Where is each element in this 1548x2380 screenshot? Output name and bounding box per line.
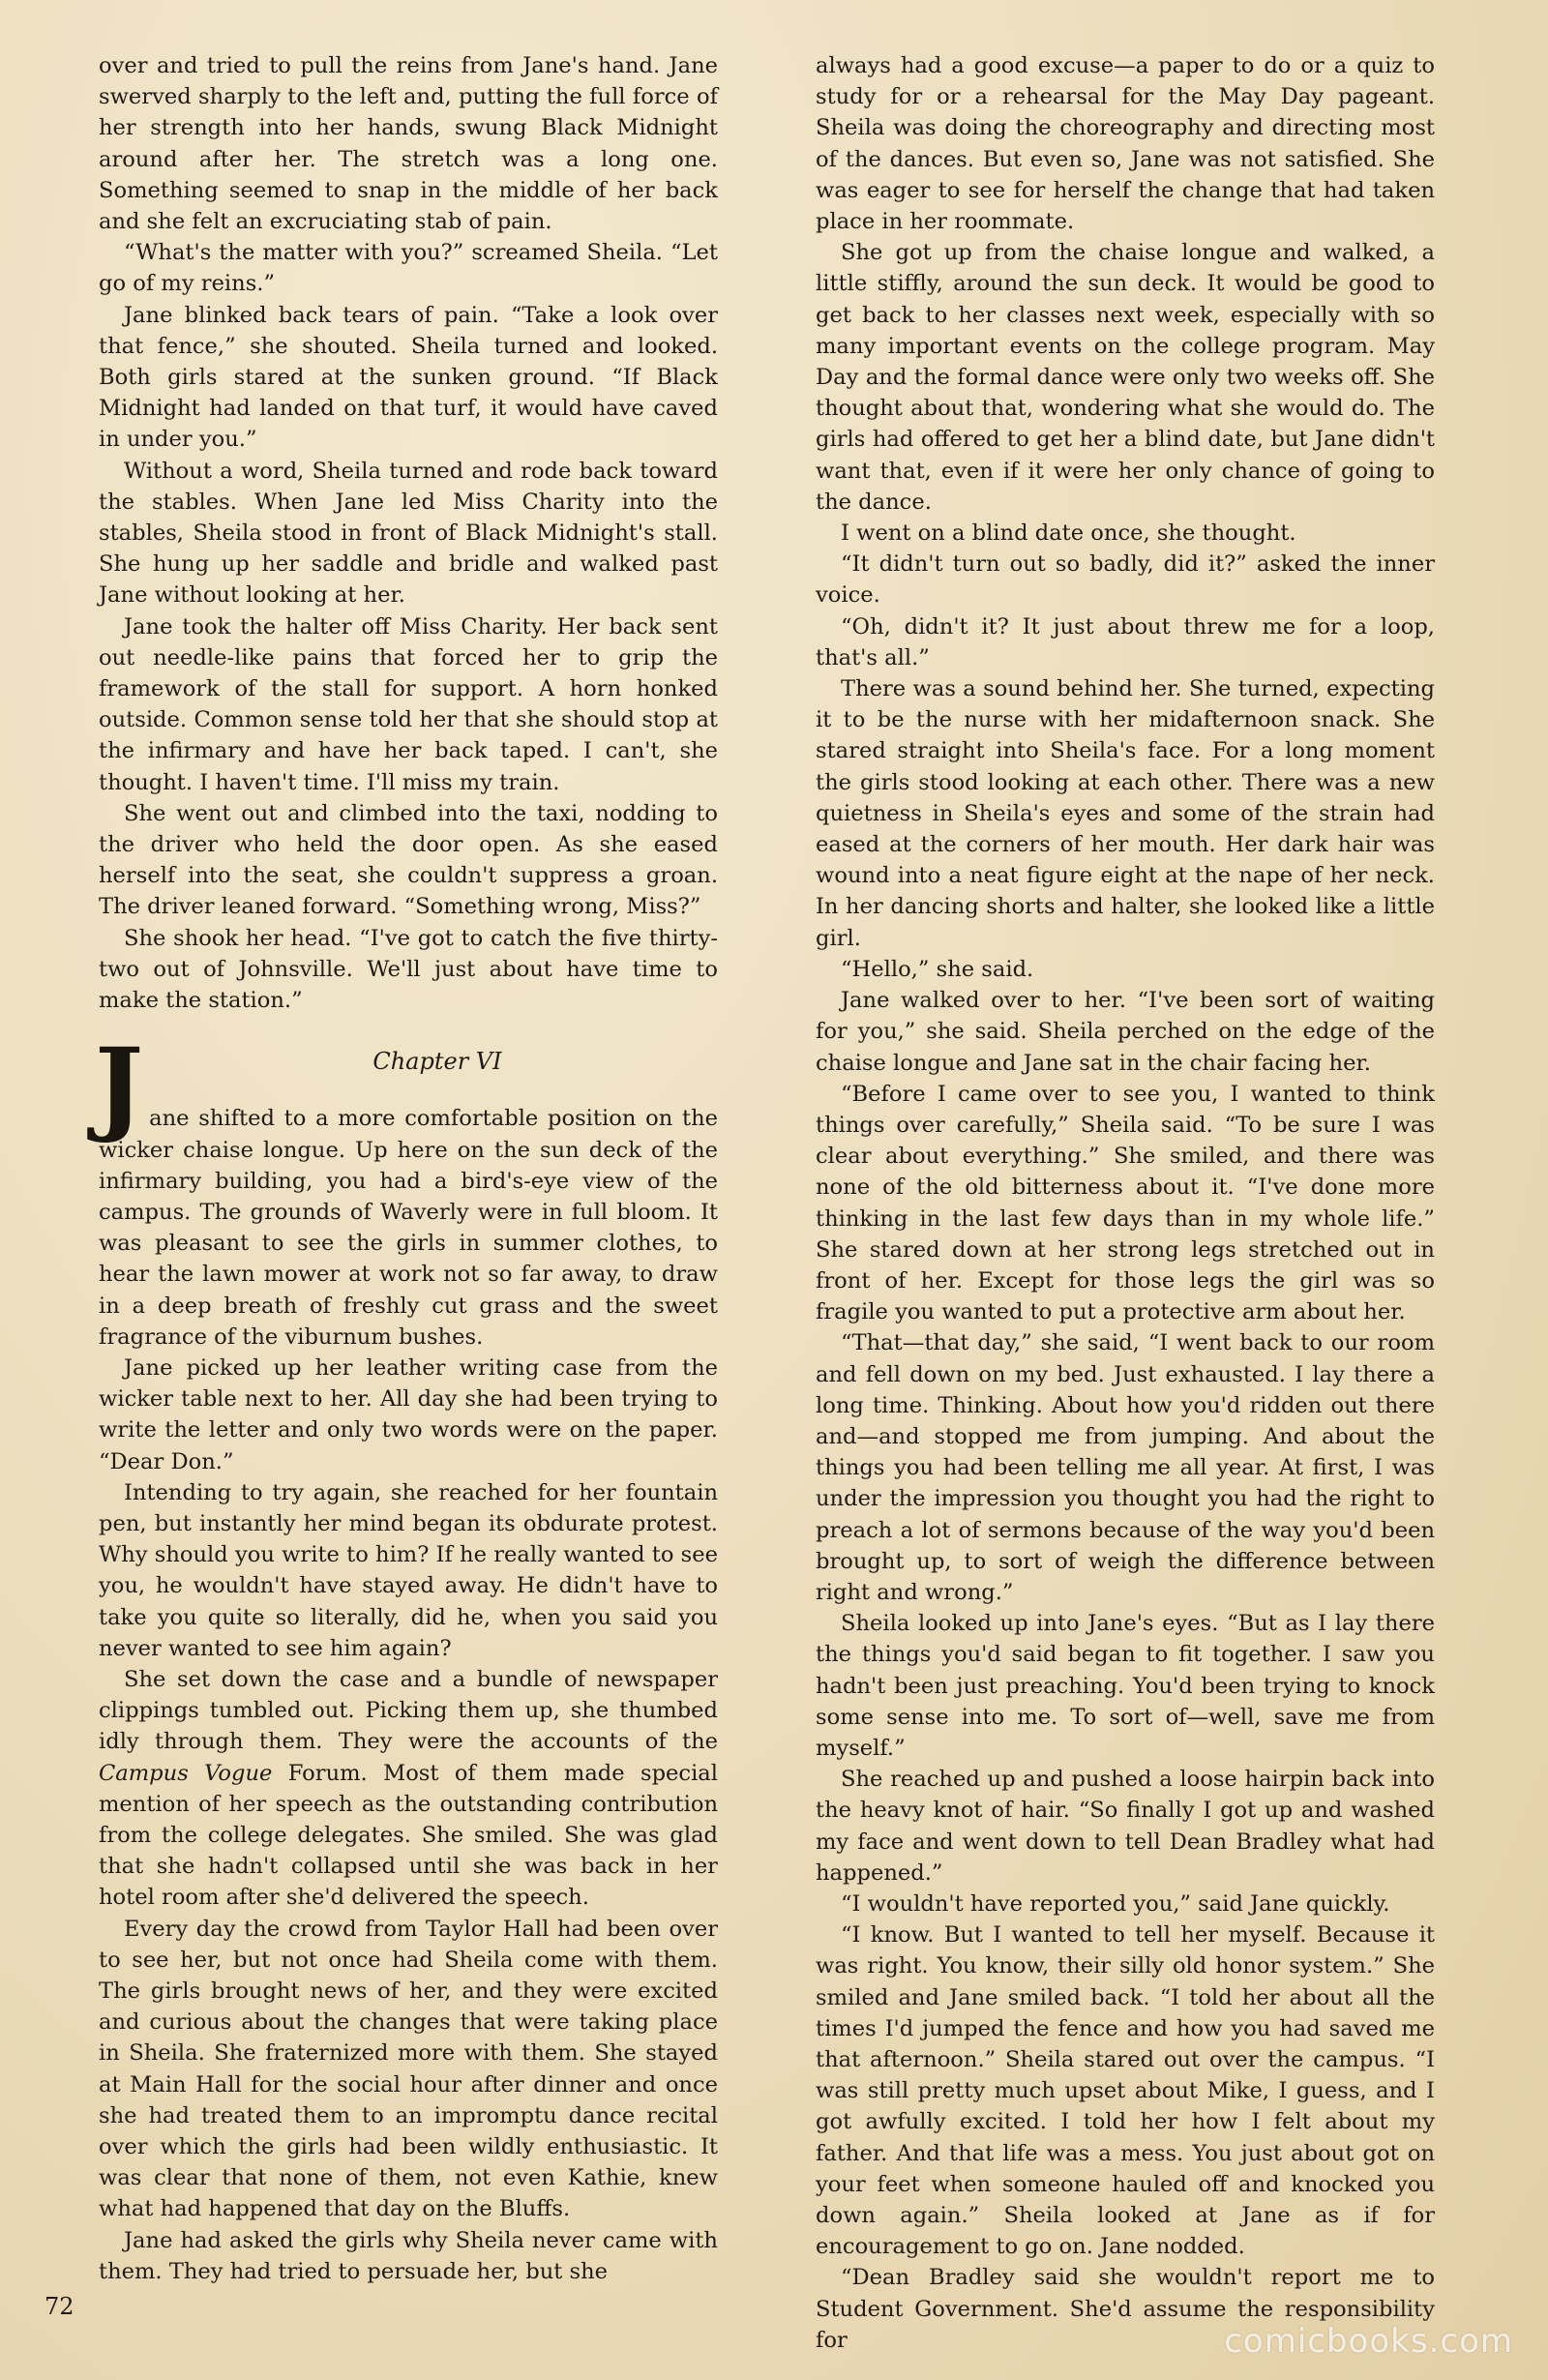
page-number: 72 bbox=[45, 2293, 74, 2320]
paragraph: “I wouldn't have reported you,” said Jane quickly. bbox=[841, 1890, 1390, 1917]
paragraph: She shook her head. “I've got to catch the five thirty-two out of Johnsville. We'll just about have time to make the station.” bbox=[99, 925, 718, 1014]
paragraph: Jane picked up her leather writing case from the wicker table next to her. All day she had been trying to write the letter and only two words were on the paper. “Dear Don.” bbox=[99, 1354, 718, 1474]
left-column bbox=[95, 50, 718, 2287]
paragraph: “What's the matter with you?” screamed Sheila. “Let go of my reins.” bbox=[99, 240, 718, 297]
paragraph: There was a sound behind her. She turned, expecting it to be the nurse with her midafternoon snack. She stared straight into Sheila's face. For a long moment the girls stood looking at each other. There was a new quietness in Sheila's eyes and some of the strain had eased at the corners of her mouth. Her dark hair was wound into a neat figure eight at the nape of her neck. In her dancing shorts and halter, she looked like a little girl. bbox=[816, 676, 1435, 951]
paragraph: always had a good excuse—a paper to do or a quiz to study for or a rehearsal for the May Day pageant. Sheila was doing the choreography and directing most of the dances. But even so, Jane was not satisfied. She was eager to see for herself the change that had taken place in her roommate. bbox=[816, 53, 1435, 235]
paragraph: “It didn't turn out so badly, did it?” asked the inner voice. bbox=[816, 551, 1435, 609]
paragraph bbox=[99, 1664, 718, 1914]
magazine-title: Campus Vogue bbox=[99, 1760, 273, 1786]
paragraph: She reached up and pushed a loose hairpin back into the heavy knot of hair. “So finally I got up and washed my face and went down to tell Dean Bradley what had happened.” bbox=[816, 1767, 1435, 1886]
watermark: comicbooks.com bbox=[1224, 2322, 1513, 2361]
chapter-section bbox=[95, 1025, 718, 1353]
paragraph: “Hello,” she said. bbox=[841, 956, 1034, 982]
paragraph: Every day the crowd from Taylor Hall had been over to see her, but not once had Sheila come with them. The girls brought news of her, and they were excited and curious about the changes that were taking place in Sheila. She fraternized more with them. She stayed at Main Hall for the social hour after dinner and once she had treated them to an impromptu dance recital over which the girls had been wildly enthusiastic. It was clear that none of them, not even Kathie, knew what had happened that day on the Bluffs. bbox=[99, 1916, 718, 2222]
paragraph: Jane blinked back tears of pain. “Take a look over that fence,” she shouted. Sheila turned and looked. Both girls stared at the sunken ground. “If Black Midnight had landed on that turf, it would have caved in under you.” bbox=[99, 302, 718, 453]
paragraph: “Dean Bradley said she wouldn't report me to Student Government. She'd assume the responsibility for bbox=[816, 2265, 1435, 2353]
chapter-first-paragraph: ane shifted to a more comfortable position on the wicker chaise longue. Up here on the sun deck of the infirmary building, you had a bird's-eye view of the campus. The grounds of Waverly were in full bloom. It was pleasant to see the girls in summer clothes, to hear the lawn mower at work not so far away, to draw in a deep breath of freshly cut grass and the sweet fragrance of the viburnum bushes. bbox=[99, 1106, 718, 1350]
paragraph: “Oh, didn't it? It just about threw me for a loop, that's all.” bbox=[816, 613, 1435, 670]
paragraph: She went out and climbed into the taxi, nodding to the driver who held the door open. As she eased herself into the seat, she couldn't suppress a groan. The driver leaned forward. “Something wrong, Miss?” bbox=[99, 800, 718, 920]
paragraph: She got up from the chaise longue and walked, a little stiffly, around the sun deck. It would be good to get back to her classes next week, especially with so many important events on the college program. May Day and the formal dance were only two weeks off. She thought about that, wondering what she would do. The girls had offered to get her a blind date, but Jane didn't want that, even if it were her only chance of going to the dance. bbox=[816, 240, 1435, 515]
text-run: She set down the case and a bundle of newspaper clippings tumbled out. Picking them up, she thumbed idly through them. They were the accounts of the bbox=[99, 1666, 718, 1755]
paragraph: I went on a blind date once, she thought. bbox=[841, 521, 1296, 547]
paragraph: Intending to try again, she reached for her fountain pen, but instantly her mind began its obdurate protest. Why should you write to him? If he really wanted to see you, he wouldn't have stayed away. He didn't have to take you quite so literally, did he, when you said you never wanted to see him again? bbox=[99, 1479, 718, 1661]
text-run: Forum. Most of them made special mention of her speech as the outstanding contribution from the college delegates. She smiled. She was glad that she hadn't collapsed until she was back in her hotel room after she'd delivered the speech. bbox=[99, 1760, 718, 1911]
chapter-title: Chapter VI bbox=[372, 1048, 502, 1076]
paragraph: “Before I came over to see you, I wanted to think things over carefully,” Sheila said. “To be sure I was clear about everything.” She smiled, and there was none of the old bitterness about it. “I've done more thinking in the last few days than in my whole life.” She stared down at her strong legs stretched out in front of her. Except for those legs the girl was so fragile you wanted to put a protective arm about her. bbox=[816, 1081, 1435, 1325]
right-column bbox=[816, 50, 1435, 2356]
paragraph: Jane walked over to her. “I've been sort of waiting for you,” she said. Sheila perched on the edge of the chaise longue and Jane sat in the chair facing her. bbox=[816, 988, 1435, 1076]
paragraph: Sheila looked up into Jane's eyes. “But as I lay there the things you'd said began to fit together. I saw you hadn't been just preaching. You'd been trying to knock some sense into me. To sort of—well, save me from myself.” bbox=[816, 1611, 1435, 1761]
paragraph: Without a word, Sheila turned and rode back toward the stables. When Jane led Miss Charity into the stables, Sheila stood in front of Black Midnight's stall. She hung up her saddle and bridle and walked past Jane without looking at her. bbox=[99, 458, 718, 609]
paragraph: over and tried to pull the reins from Jane's hand. Jane swerved sharply to the left and, putting the full force of her strength into her hands, swung Black Midnight around after her. The stretch was a long one. Something seemed to snap in the middle of her back and she felt an excruciating stab of pain. bbox=[99, 53, 718, 235]
drop-cap: J bbox=[95, 1025, 144, 1146]
paragraph: “I know. But I wanted to tell her myself. Because it was right. You know, their silly old honor system.” She smiled and Jane smiled back. “I told her about all the times I'd jumped the fence and how you had saved me that afternoon.” Sheila stared out over the campus. “I was still pretty much upset about Mike, I guess, and I got awfully excited. I told her how I felt about my father. And that life was a mess. You just about got on your feet when someone hauled off and knocked you down again.” Sheila looked at Jane as if for encouragement to go on. Jane nodded. bbox=[816, 1922, 1435, 2260]
paragraph: Jane had asked the girls why Sheila never came with them. They had tried to persuade her, but she bbox=[99, 2227, 718, 2284]
paragraph: Jane took the halter off Miss Charity. Her back sent out needle-like pains that forced her to grip the framework of the stall for support. A horn honked outside. Common sense told her that she should stop at the infirmary and have her back taped. I can't, she thought. I haven't time. I'll miss my train. bbox=[99, 613, 718, 795]
paragraph: “That—that day,” she said, “I went back to our room and fell down on my bed. Just exhausted. I lay there a long time. Thinking. About how you'd ridden out there and—and stopped me from jumping. And about the things you had been telling me all year. At first, I was under the impression you thought you had the right to preach a lot of sermons because of the way you'd been brought up, to sort of weigh the difference between right and wrong.” bbox=[816, 1330, 1435, 1605]
